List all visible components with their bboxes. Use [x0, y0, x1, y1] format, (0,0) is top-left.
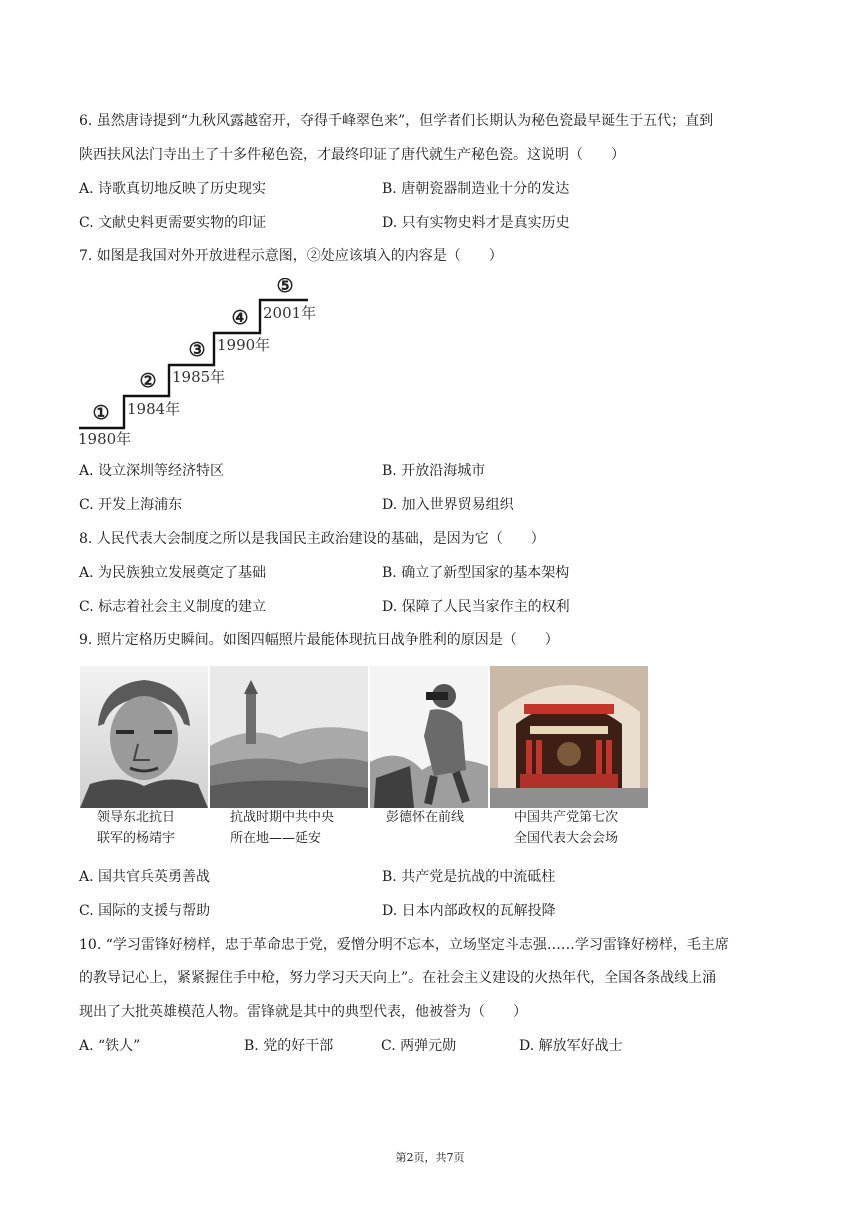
- photo-peng-dehuai-front: [370, 666, 488, 808]
- q6-option-a: A. 诗歌真切地反映了历史现实: [79, 181, 267, 197]
- q7-option-a: A. 设立深圳等经济特区: [79, 463, 225, 479]
- q7-option-b: B. 开放沿海城市: [382, 463, 486, 479]
- q9-option-c: C. 国际的支援与帮助: [79, 903, 211, 919]
- step-year-2: 1984年: [127, 400, 181, 418]
- photo-yanan-pagoda: [210, 666, 368, 808]
- q10-stem-line1: 10. “学习雷锋好榜样，忠于革命忠于党，爱憎分明不忘本，立场坚定斗志强……学习雷锋好榜样，毛主席: [79, 937, 729, 953]
- q10-option-b: B. 党的好干部: [244, 1038, 334, 1054]
- photo-4-caption-line2: 全国代表大会会场: [514, 831, 619, 846]
- q8-option-d: D. 保障了人民当家作主的权利: [382, 599, 570, 615]
- photo-yang-jingyu-portrait: [80, 666, 208, 808]
- step-year-4: 1990年: [217, 336, 271, 354]
- step-number-4: ④: [231, 307, 249, 329]
- q10-stem-line2: 的教导记心上，紧紧握住手中枪，努力学习天天向上”。在社会主义建设的火热年代，全国各条战线上涌: [79, 970, 717, 986]
- q8-stem: 8. 人民代表大会制度之所以是我国民主政治建设的基础，是因为它（ ）: [79, 531, 545, 547]
- opening-up-staircase-diagram: [76, 278, 336, 450]
- q6-option-b: B. 唐朝瓷器制造业十分的发达: [382, 181, 570, 197]
- q10-option-a: A. “铁人”: [79, 1038, 141, 1054]
- photo-4-caption-line1: 中国共产党第七次: [514, 810, 619, 825]
- q8-option-a: A. 为民族独立发展奠定了基础: [79, 565, 267, 581]
- step-year-3: 1985年: [172, 368, 226, 386]
- photo-2-caption-line1: 抗战时期中共中央: [230, 810, 335, 825]
- q10-option-c: C. 两弹元勋: [381, 1038, 457, 1054]
- step-number-1: ①: [92, 402, 110, 424]
- q6-option-c: C. 文献史料更需要实物的印证: [79, 215, 267, 231]
- page-number-footer: 第2页，共7页: [395, 1151, 465, 1164]
- step-number-2: ②: [139, 370, 157, 392]
- q7-option-d: D. 加入世界贸易组织: [382, 497, 514, 513]
- q6-option-d: D. 只有实物史料才是真实历史: [382, 215, 570, 231]
- q9-stem: 9. 照片定格历史瞬间。如图四幅照片最能体现抗日战争胜利的原因是（ ）: [79, 632, 559, 648]
- q7-stem: 7. 如图是我国对外开放进程示意图，②处应该填入的内容是（ ）: [79, 248, 503, 264]
- photo-1-caption-line1: 领导东北抗日: [97, 810, 176, 825]
- step-number-5: ⑤: [276, 278, 294, 297]
- step-number-3: ③: [188, 339, 206, 361]
- q9-option-d: D. 日本内部政权的瓦解投降: [382, 903, 556, 919]
- photo-3-caption-line1: 彭德怀在前线: [386, 810, 465, 825]
- photo-1-caption-line2: 联军的杨靖宇: [97, 831, 176, 846]
- q10-stem-line3: 现出了大批英雄模范人物。雷锋就是其中的典型代表，他被誉为（ ）: [79, 1004, 527, 1020]
- q8-option-c: C. 标志着社会主义制度的建立: [79, 599, 267, 615]
- q10-option-d: D. 解放军好战士: [519, 1038, 623, 1054]
- photo-seventh-congress-hall: [490, 666, 648, 808]
- q7-option-c: C. 开发上海浦东: [79, 497, 183, 513]
- q8-option-b: B. 确立了新型国家的基本架构: [382, 565, 570, 581]
- q9-option-b: B. 共产党是抗战的中流砥柱: [382, 869, 556, 885]
- step-year-1: 1980年: [78, 430, 132, 448]
- q6-stem-line1: 6. 虽然唐诗提到“九秋风露越窑开，夺得千峰翠色来”，但学者们长期认为秘色瓷最早诞生于五代；直到: [79, 113, 714, 129]
- step-year-5: 2001年: [263, 304, 317, 322]
- photo-2-caption-line2: 所在地——延安: [230, 831, 322, 846]
- q6-stem-line2: 陕西扶风法门寺出土了十多件秘色瓷，才最终印证了唐代就生产秘色瓷。这说明（ ）: [79, 147, 625, 163]
- q9-option-a: A. 国共官兵英勇善战: [79, 869, 211, 885]
